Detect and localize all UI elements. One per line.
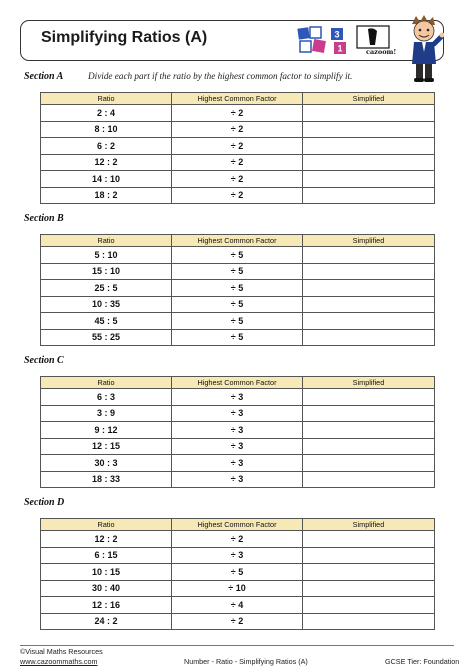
section-c-label: Section C: [24, 355, 64, 366]
answer-cell[interactable]: [303, 438, 435, 455]
ratio-cell: 3 : 9: [41, 405, 172, 422]
hcf-cell: ÷ 3: [172, 438, 303, 455]
hcf-cell: ÷ 5: [172, 313, 303, 330]
section-b-label: Section B: [24, 213, 64, 224]
table-row: [41, 471, 435, 488]
ratio-cell: 10 : 15: [41, 564, 172, 581]
hcf-cell: ÷ 10: [172, 580, 303, 597]
table-row: [41, 296, 435, 313]
table-row: [41, 564, 435, 581]
table-header-row: [41, 377, 435, 389]
ratio-cell: 45 : 5: [41, 313, 172, 330]
hcf-cell: ÷ 5: [172, 280, 303, 297]
page-title: Simplifying Ratios (A): [41, 29, 208, 46]
answer-cell[interactable]: [303, 580, 435, 597]
answer-cell[interactable]: [303, 154, 435, 171]
table-row: [41, 389, 435, 406]
section-b-table: [40, 234, 435, 346]
answer-cell[interactable]: [303, 597, 435, 614]
table-header-row: [41, 519, 435, 531]
table-row: [41, 597, 435, 614]
footer-topic: Number - Ratio - Simplifying Ratios (A): [184, 657, 308, 666]
ratio-cell: 12 : 15: [41, 438, 172, 455]
answer-cell[interactable]: [303, 613, 435, 630]
ratio-cell: 6 : 2: [41, 138, 172, 155]
answer-cell[interactable]: [303, 455, 435, 472]
table-row: [41, 438, 435, 455]
table-row: [41, 422, 435, 439]
table-row: [41, 171, 435, 188]
table-row: [41, 154, 435, 171]
answer-cell[interactable]: [303, 138, 435, 155]
ratio-cell: 5 : 10: [41, 247, 172, 264]
table-row: [41, 105, 435, 122]
table-row: [41, 247, 435, 264]
table-row: [41, 547, 435, 564]
footer-tier: GCSE Tier: Foundation: [385, 657, 460, 666]
instruction-text: Divide each part if the ratio by the highest common factor to simplify it.: [88, 71, 353, 81]
ratio-cell: 6 : 3: [41, 389, 172, 406]
answer-cell[interactable]: [303, 187, 435, 204]
table-row: [41, 138, 435, 155]
table-row: [41, 263, 435, 280]
hcf-cell: ÷ 2: [172, 613, 303, 630]
table-row: [41, 613, 435, 630]
ratio-cell: 15 : 10: [41, 263, 172, 280]
hcf-cell: ÷ 5: [172, 247, 303, 264]
ratio-cell: 18 : 33: [41, 471, 172, 488]
section-a-label: Section A: [24, 71, 64, 82]
simplified-header: Simplified: [303, 235, 435, 247]
table-header-row: [41, 235, 435, 247]
hcf-cell: ÷ 3: [172, 422, 303, 439]
hcf-cell: ÷ 3: [172, 471, 303, 488]
answer-cell[interactable]: [303, 313, 435, 330]
ratio-cell: 30 : 40: [41, 580, 172, 597]
simplified-header: Simplified: [303, 519, 435, 531]
ratio-cell: 14 : 10: [41, 171, 172, 188]
ratio-cell: 30 : 3: [41, 455, 172, 472]
table-row: [41, 455, 435, 472]
hcf-cell: ÷ 2: [172, 154, 303, 171]
section-d-label: Section D: [24, 497, 65, 508]
table-row: [41, 405, 435, 422]
hcf-cell: ÷ 2: [172, 138, 303, 155]
table-row: [41, 531, 435, 548]
footer-divider: [20, 645, 454, 646]
answer-cell[interactable]: [303, 171, 435, 188]
ratio-cell: 18 : 2: [41, 187, 172, 204]
ratio-cell: 12 : 2: [41, 531, 172, 548]
table-header-row: [41, 93, 435, 105]
answer-cell[interactable]: [303, 105, 435, 122]
ratio-cell: 2 : 4: [41, 105, 172, 122]
table-row: [41, 280, 435, 297]
hcf-cell: ÷ 5: [172, 296, 303, 313]
answer-cell[interactable]: [303, 547, 435, 564]
footer-website-link[interactable]: www.cazoommaths.com: [20, 657, 98, 666]
logo-tile-3: 3: [334, 29, 340, 40]
section-a-table: [40, 92, 435, 204]
hcf-cell: ÷ 3: [172, 405, 303, 422]
table-row: [41, 313, 435, 330]
hcf-cell: ÷ 5: [172, 564, 303, 581]
hcf-cell: ÷ 4: [172, 597, 303, 614]
ratio-cell: 12 : 16: [41, 597, 172, 614]
ratio-cell: 10 : 35: [41, 296, 172, 313]
ratio-cell: 9 : 12: [41, 422, 172, 439]
ratio-header: Ratio: [41, 377, 172, 389]
table-row: [41, 329, 435, 346]
hcf-cell: ÷ 3: [172, 389, 303, 406]
footer-copyright: ©Visual Maths Resources: [20, 647, 103, 656]
hcf-header: Highest Common Factor: [172, 519, 303, 531]
ratio-cell: 8 : 10: [41, 121, 172, 138]
answer-cell[interactable]: [303, 280, 435, 297]
answer-cell[interactable]: [303, 121, 435, 138]
answer-cell[interactable]: [303, 263, 435, 280]
answer-cell[interactable]: [303, 389, 435, 406]
hcf-cell: ÷ 2: [172, 187, 303, 204]
logo-tile-1: 1: [337, 43, 343, 54]
section-c-table: [40, 376, 435, 488]
hcf-cell: ÷ 5: [172, 263, 303, 280]
hcf-cell: ÷ 3: [172, 455, 303, 472]
answer-cell[interactable]: [303, 564, 435, 581]
answer-cell[interactable]: [303, 329, 435, 346]
answer-cell[interactable]: [303, 296, 435, 313]
hcf-cell: ÷ 3: [172, 547, 303, 564]
hcf-cell: ÷ 5: [172, 329, 303, 346]
ratio-cell: 24 : 2: [41, 613, 172, 630]
table-row: [41, 580, 435, 597]
ratio-cell: 55 : 25: [41, 329, 172, 346]
ratio-cell: 12 : 2: [41, 154, 172, 171]
hcf-header: Highest Common Factor: [172, 235, 303, 247]
simplified-header: Simplified: [303, 377, 435, 389]
hcf-cell: ÷ 2: [172, 531, 303, 548]
answer-cell[interactable]: [303, 247, 435, 264]
answer-cell[interactable]: [303, 531, 435, 548]
ratio-cell: 6 : 15: [41, 547, 172, 564]
section-d-table: [40, 518, 435, 630]
hcf-cell: ÷ 2: [172, 105, 303, 122]
ratio-header: Ratio: [41, 235, 172, 247]
hcf-header: Highest Common Factor: [172, 377, 303, 389]
hcf-cell: ÷ 2: [172, 171, 303, 188]
ratio-header: Ratio: [41, 519, 172, 531]
ratio-cell: 25 : 5: [41, 280, 172, 297]
simplified-header: Simplified: [303, 93, 435, 105]
hcf-header: Highest Common Factor: [172, 93, 303, 105]
answer-cell[interactable]: [303, 422, 435, 439]
ratio-header: Ratio: [41, 93, 172, 105]
hcf-cell: ÷ 2: [172, 121, 303, 138]
answer-cell[interactable]: [303, 405, 435, 422]
answer-cell[interactable]: [303, 471, 435, 488]
table-row: [41, 187, 435, 204]
student-mascot-icon: [404, 14, 444, 84]
table-row: [41, 121, 435, 138]
logo-word: cazoom!: [366, 48, 397, 56]
